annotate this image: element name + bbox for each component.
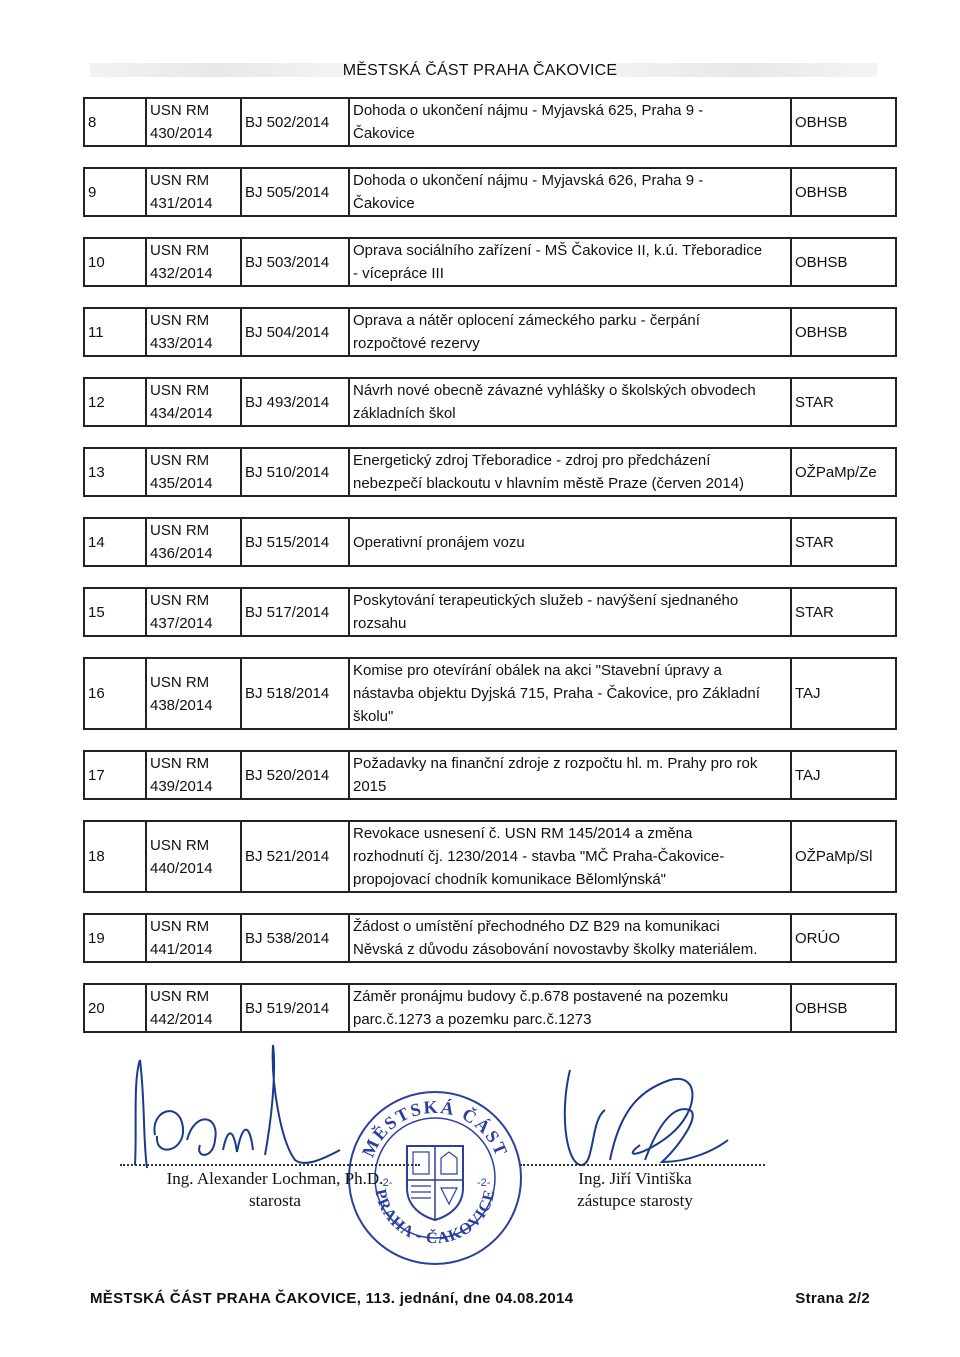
resolution-number-line: USN RM [150, 988, 210, 1005]
resolution-subject-line: Návrh nové obecně závazné vyhlášky o školských obvodech [353, 382, 756, 399]
resolution-number [146, 98, 241, 146]
signatory-right-name: Ing. Jiří Vintiška [578, 1169, 692, 1188]
resolution-number-line: USN RM [150, 522, 210, 539]
signature-right [520, 1168, 750, 1212]
row-spacer [84, 286, 896, 308]
row-spacer [84, 729, 896, 751]
table-row [84, 448, 896, 496]
resolution-subject-line: Něvská z důvodu zásobování novostavby školky materiálem. [353, 941, 758, 958]
resolution-number [146, 238, 241, 286]
row-spacer [84, 146, 896, 168]
resolution-number-line: 442/2014 [150, 1011, 213, 1028]
resolution-number [146, 914, 241, 962]
resolution-subject [349, 821, 791, 892]
row-spacer [84, 566, 896, 588]
resolution-subject [349, 658, 791, 729]
resolution-subject-line: Žádost o umístění přechodného DZ B29 na komunikaci [353, 918, 720, 935]
resolution-subject [349, 168, 791, 216]
resolution-subject-line: propojovací chodník komunikace Bělomlýnská" [353, 871, 666, 888]
resolution-number-line: 438/2014 [150, 696, 213, 714]
resolution-number-line: USN RM [150, 918, 210, 935]
row-number: 16 [84, 658, 146, 729]
resolution-subject-line: parc.č.1273 a pozemku parc.č.1273 [353, 1011, 592, 1028]
resolution-subject [349, 588, 791, 636]
resolution-subject-line: školu" [353, 708, 394, 725]
resolution-subject-line: nebezpečí blackoutu v hlavním městě Praze (červen 2014) [353, 475, 745, 492]
row-number: 19 [84, 914, 146, 962]
table-row [84, 821, 896, 892]
row-spacer [84, 496, 896, 518]
resolution-subject-line: nástavba objektu Dyjská 715, Praha - Čakovice, pro Základní [353, 685, 760, 702]
resolution-number-line: USN RM [150, 673, 210, 691]
table-row [84, 518, 896, 566]
table-row [84, 751, 896, 799]
row-spacer [84, 356, 896, 378]
table-row [84, 658, 896, 729]
responsible-department: TAJ [791, 751, 896, 799]
resolution-number-line: USN RM [150, 172, 210, 189]
resolution-subject-line: Dohoda o ukončení nájmu - Myjavská 626, Praha 9 - [353, 172, 704, 189]
agenda-item-number: BJ 505/2014 [241, 168, 349, 216]
agenda-item-number: BJ 493/2014 [241, 378, 349, 426]
resolution-subject [349, 984, 791, 1032]
responsible-department: OBHSB [791, 98, 896, 146]
resolution-number [146, 448, 241, 496]
responsible-department: TAJ [791, 658, 896, 729]
resolution-number [146, 751, 241, 799]
resolution-subject-line: rozhodnutí čj. 1230/2014 - stavba "MČ Praha-Čakovice- [353, 848, 725, 865]
signature-line-right [520, 1164, 765, 1166]
table-row [84, 168, 896, 216]
resolution-number [146, 984, 241, 1032]
row-number: 14 [84, 518, 146, 566]
resolution-number-line: 440/2014 [150, 859, 213, 877]
resolution-subject-line: Čakovice [353, 125, 415, 142]
resolution-subject-line: Dohoda o ukončení nájmu - Myjavská 625, Praha 9 - [353, 102, 704, 119]
row-number: 18 [84, 821, 146, 892]
resolution-number [146, 308, 241, 356]
resolution-subject [349, 98, 791, 146]
table-row [84, 98, 896, 146]
resolution-number-line: 435/2014 [150, 475, 213, 492]
resolution-subject [349, 751, 791, 799]
resolution-number-line: 439/2014 [150, 778, 213, 795]
table-row [84, 308, 896, 356]
agenda-item-number: BJ 504/2014 [241, 308, 349, 356]
signatory-left-role: starosta [249, 1191, 301, 1210]
row-number: 10 [84, 238, 146, 286]
footer-meeting-info: MĚSTSKÁ ČÁST PRAHA ČAKOVICE, 113. jednání, dne 04.08.2014 [90, 1290, 574, 1307]
resolution-number-line: USN RM [150, 312, 210, 329]
seal-number-right: -2- [477, 1177, 491, 1189]
resolution-subject [349, 914, 791, 962]
signature-left [120, 1168, 430, 1212]
responsible-department: OBHSB [791, 238, 896, 286]
resolution-subject [349, 308, 791, 356]
agenda-item-number: BJ 538/2014 [241, 914, 349, 962]
resolution-subject-line: Komise pro otevírání obálek na akci "Stavební úpravy a [353, 662, 722, 679]
table-row [84, 238, 896, 286]
resolution-number [146, 518, 241, 566]
resolution-subject-line: Revokace usnesení č. USN RM 145/2014 a změna [353, 825, 693, 842]
resolution-number-line: USN RM [150, 242, 210, 259]
agenda-item-number: BJ 510/2014 [241, 448, 349, 496]
resolution-number [146, 821, 241, 892]
resolution-number-line: USN RM [150, 755, 210, 772]
footer-page-number: Strana 2/2 [795, 1290, 870, 1307]
resolution-number-line: 437/2014 [150, 615, 213, 632]
resolution-number-line: USN RM [150, 592, 210, 609]
resolution-number-line: USN RM [150, 382, 210, 399]
responsible-department: STAR [791, 588, 896, 636]
row-number: 9 [84, 168, 146, 216]
agenda-item-number: BJ 515/2014 [241, 518, 349, 566]
resolution-subject [349, 238, 791, 286]
resolution-number [146, 168, 241, 216]
resolution-number-line: USN RM [150, 836, 210, 854]
signatory-right-role: zástupce starosty [577, 1191, 693, 1210]
row-number: 13 [84, 448, 146, 496]
resolution-subject-line: rozpočtové rezervy [353, 335, 480, 352]
resolutions-table [83, 97, 897, 1033]
agenda-item-number: BJ 521/2014 [241, 821, 349, 892]
resolution-number-line: 441/2014 [150, 941, 213, 958]
row-number: 11 [84, 308, 146, 356]
resolution-number-line: 436/2014 [150, 545, 213, 562]
table-row [84, 588, 896, 636]
resolution-number-line: 431/2014 [150, 195, 213, 212]
resolution-subject-line: Požadavky na finanční zdroje z rozpočtu hl. m. Prahy pro rok [353, 755, 758, 772]
resolution-subject-line: Energetický zdroj Třeboradice - zdroj pro předcházení [353, 452, 711, 469]
resolution-number-line: 430/2014 [150, 125, 213, 142]
signatory-left-name: Ing. Alexander Lochman, Ph.D. [166, 1169, 384, 1188]
row-number: 17 [84, 751, 146, 799]
agenda-item-number: BJ 519/2014 [241, 984, 349, 1032]
resolution-subject [349, 518, 791, 566]
signature-right-handwriting [550, 1050, 750, 1180]
resolution-number-line: 432/2014 [150, 265, 213, 282]
signature-line-left [120, 1164, 420, 1166]
seal-top-text: MĚSTSKÁ ČÁST [357, 1096, 513, 1161]
responsible-department: OBHSB [791, 308, 896, 356]
agenda-item-number: BJ 503/2014 [241, 238, 349, 286]
resolution-subject-line: Záměr pronájmu budovy č.p.678 postavené na pozemku [353, 988, 729, 1005]
signature-area [0, 1040, 960, 1270]
resolution-subject-line: Operativní pronájem vozu [353, 533, 525, 551]
responsible-department: OBHSB [791, 168, 896, 216]
resolution-subject-line: 2015 [353, 778, 387, 795]
row-number: 15 [84, 588, 146, 636]
resolution-number-line: USN RM [150, 452, 210, 469]
row-spacer [84, 216, 896, 238]
row-spacer [84, 799, 896, 821]
seal-number-left: -2- [379, 1177, 393, 1189]
responsible-department: STAR [791, 378, 896, 426]
resolution-number-line: 433/2014 [150, 335, 213, 352]
resolution-subject [349, 378, 791, 426]
resolution-number [146, 658, 241, 729]
row-number: 12 [84, 378, 146, 426]
table-row [84, 378, 896, 426]
page-header: MĚSTSKÁ ČÁST PRAHA ČAKOVICE [342, 62, 618, 79]
row-number: 20 [84, 984, 146, 1032]
resolution-subject-line: Oprava sociálního zařízení - MŠ Čakovice II, k.ú. Třeboradice [353, 242, 763, 259]
responsible-department: OŽPaMp/Ze [791, 448, 896, 496]
resolution-subject-line: Oprava a nátěr oplocení zámeckého parku - čerpání [353, 312, 700, 329]
resolution-subject-line: základních škol [353, 405, 456, 422]
responsible-department: OBHSB [791, 984, 896, 1032]
table-row [84, 914, 896, 962]
agenda-item-number: BJ 517/2014 [241, 588, 349, 636]
agenda-item-number: BJ 502/2014 [241, 98, 349, 146]
resolution-subject-line: Čakovice [353, 195, 415, 212]
resolution-number [146, 378, 241, 426]
resolution-number-line: USN RM [150, 102, 210, 119]
responsible-department: ORÚO [791, 914, 896, 962]
responsible-department: OŽPaMp/Sl [791, 821, 896, 892]
resolution-number [146, 588, 241, 636]
resolution-subject-line: Poskytování terapeutických služeb - navýšení sjednaného [353, 592, 739, 609]
agenda-item-number: BJ 518/2014 [241, 658, 349, 729]
table-row [84, 984, 896, 1032]
row-spacer [84, 426, 896, 448]
resolution-number-line: 434/2014 [150, 405, 213, 422]
row-spacer [84, 636, 896, 658]
row-spacer [84, 962, 896, 984]
resolution-subject-line: - vícepráce III [353, 265, 444, 282]
resolution-subject [349, 448, 791, 496]
resolution-subject-line: rozsahu [353, 615, 407, 632]
row-spacer [84, 892, 896, 914]
responsible-department: STAR [791, 518, 896, 566]
row-number: 8 [84, 98, 146, 146]
seal-bottom-text: PRAHA - ČAKOVICE [371, 1187, 499, 1248]
agenda-item-number: BJ 520/2014 [241, 751, 349, 799]
